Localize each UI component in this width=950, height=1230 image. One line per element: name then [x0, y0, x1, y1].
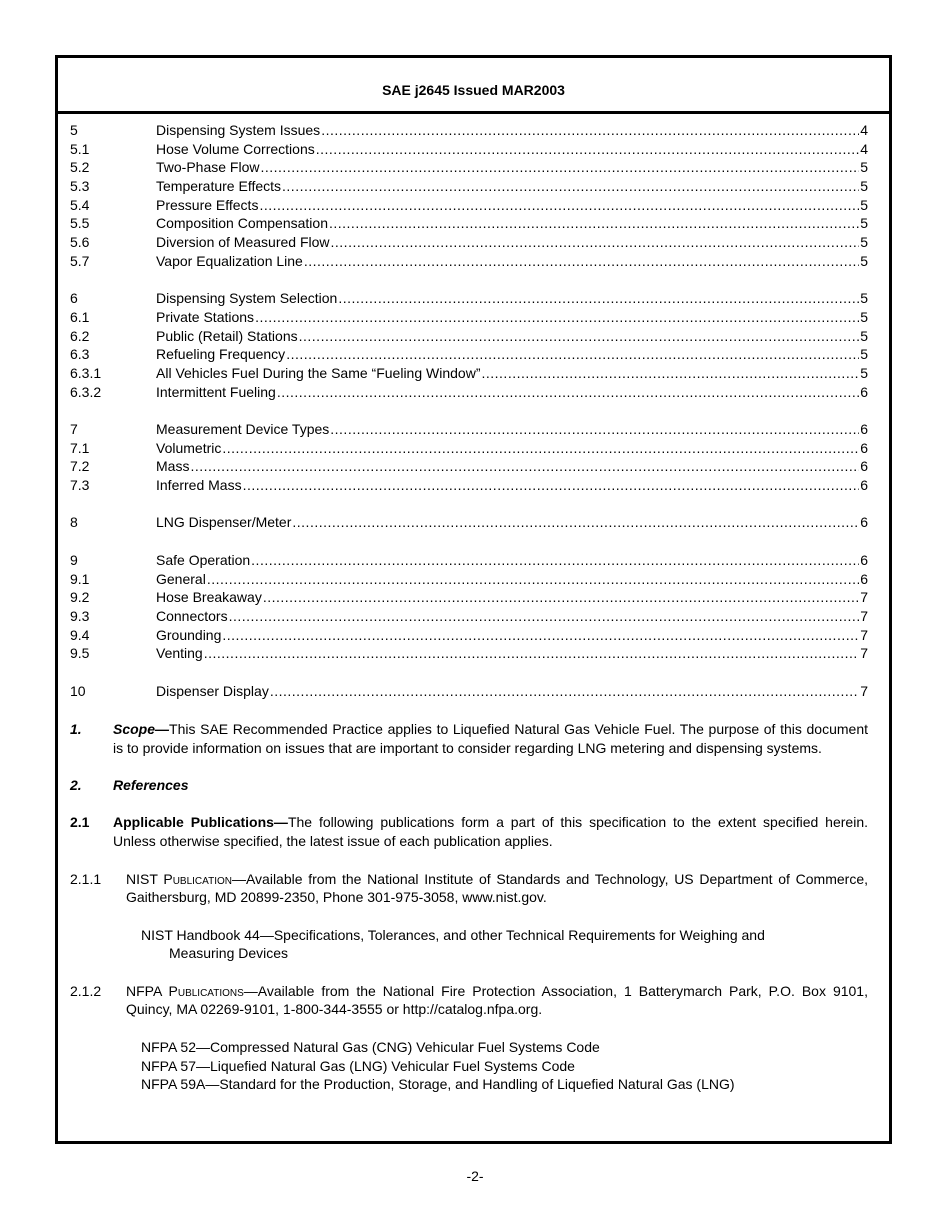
toc-entry [70, 384, 868, 403]
toc-leader [321, 122, 859, 138]
toc-number: 7.2 [70, 458, 90, 475]
toc-leader [222, 440, 859, 456]
toc-entry [70, 552, 868, 571]
toc-number: 9 [70, 551, 78, 568]
toc-page: 4 [860, 140, 868, 157]
toc-number: 6.1 [70, 308, 90, 325]
toc-number: 5 [70, 122, 78, 138]
toc-page: 5 [860, 308, 868, 325]
toc-leader [251, 552, 859, 568]
toc-title: Pressure Effects [156, 196, 259, 213]
toc-entry [70, 141, 868, 160]
toc-number: 6.3 [70, 346, 90, 363]
toc-number: 6 [70, 290, 78, 307]
toc-page: 5 [860, 364, 868, 381]
toc-number: 6.3.2 [70, 383, 102, 400]
toc-number: 5.5 [70, 215, 90, 232]
toc-entry [70, 197, 868, 216]
toc-entry [70, 589, 868, 608]
toc-leader [286, 346, 859, 362]
toc-title: Public (Retail) Stations [156, 327, 298, 344]
toc-title: Temperature Effects [156, 178, 282, 195]
toc-page: 4 [860, 122, 868, 138]
toc-leader [330, 421, 859, 437]
toc-page: 6 [860, 551, 868, 568]
toc-entry [70, 159, 868, 178]
section-text: —Available from the National Fire Protection Association, 1 Batterymarch Park, P.O. Box 9101, Quincy, MA 02269-9101, 1-800-344-3555 or http://catalog.nfpa.org. [126, 982, 868, 1018]
section-heading: NFPA Publications [126, 982, 244, 999]
toc-number: 5.1 [70, 140, 90, 157]
toc-number: 9.3 [70, 607, 90, 624]
toc-title: LNG Dispenser/Meter [156, 514, 292, 531]
toc-page: 7 [860, 626, 868, 643]
toc-entry [70, 215, 868, 234]
toc-leader [292, 514, 859, 530]
toc-leader [204, 645, 859, 661]
document-body [70, 122, 868, 1094]
toc-number: 7.3 [70, 477, 90, 494]
toc-title: General [156, 570, 206, 587]
toc-title: Connectors [156, 607, 228, 624]
toc-entry [70, 645, 868, 664]
section-text: —Available from the National Institute of Standards and Technology, US Department of Commerce, Gaithersburg, MD 20899-2350, Phone 301-975-3058, www.nist.gov. [126, 870, 868, 906]
reference-item: NFPA 52—Compressed Natural Gas (CNG) Vehicular Fuel Systems Code [141, 1038, 600, 1055]
section-applicable-publications [70, 813, 868, 850]
page-number: -2- [466, 1168, 484, 1184]
section-text: This SAE Recommended Practice applies to Liquefied Natural Gas Vehicle Fuel. The purpose of this document is to provide information on issues that are important to consider regarding LNG metering and dispensing systems. [113, 721, 868, 756]
toc-title: Dispensing System Selection [156, 290, 338, 307]
toc-page: 7 [860, 589, 868, 606]
toc-number: 5.2 [70, 159, 90, 176]
toc-title: Dispensing System Issues [156, 122, 321, 138]
toc-leader [229, 608, 860, 624]
toc-page: 5 [860, 178, 868, 195]
section-text: The following publications form a part of this specification to the extent specified herein. Unless otherwise specified, the latest issue of each publication applies. [113, 814, 868, 850]
toc-page: 5 [860, 159, 868, 176]
section-number: 2.1.2 [70, 982, 102, 999]
toc-leader [316, 141, 859, 157]
toc-page: 6 [860, 477, 868, 494]
reference-item [70, 926, 868, 963]
reference-title-continued: Measuring Devices [169, 945, 289, 962]
toc-leader [190, 458, 859, 474]
section-nfpa-publications [70, 982, 868, 1019]
toc-leader [329, 215, 859, 231]
toc-entry [70, 328, 868, 347]
section-number: 2. [70, 777, 82, 794]
toc-entry [70, 253, 868, 272]
toc-number: 9.5 [70, 645, 90, 662]
toc-entry [70, 365, 868, 384]
section-number: 1. [70, 721, 82, 737]
toc-number: 5.6 [70, 234, 90, 251]
toc-title: Intermittent Fueling [156, 383, 276, 400]
toc-page: 7 [860, 645, 868, 662]
toc-leader [338, 290, 859, 306]
toc-title: Volumetric [156, 439, 222, 456]
toc-title: Composition Compensation [156, 215, 328, 232]
page-frame [55, 55, 892, 1144]
toc-title: Hose Breakaway [156, 589, 262, 606]
toc-entry [70, 458, 868, 477]
toc-title: Inferred Mass [156, 477, 242, 494]
toc-page: 5 [860, 252, 868, 269]
toc-number: 7 [70, 421, 78, 437]
toc-page: 6 [860, 514, 868, 531]
toc-page: 5 [860, 346, 868, 363]
toc-entry [70, 290, 868, 309]
toc-title: Hose Volume Corrections [156, 140, 315, 157]
toc-leader [304, 253, 859, 269]
toc-leader [282, 178, 859, 194]
toc-title: Refueling Frequency [156, 346, 286, 363]
toc-title: Vapor Equalization Line [156, 252, 303, 269]
document-header [58, 58, 889, 114]
toc-leader [270, 683, 859, 699]
toc-number: 6.2 [70, 327, 90, 344]
toc-page: 6 [860, 458, 868, 475]
toc-page: 6 [860, 421, 868, 437]
table-of-contents [70, 122, 868, 701]
toc-title: All Vehicles Fuel During the Same “Fueling Window” [156, 364, 481, 381]
toc-leader [299, 328, 860, 344]
toc-number: 9.4 [70, 626, 90, 643]
toc-page: 6 [860, 439, 868, 456]
toc-page: 6 [860, 383, 868, 400]
toc-entry [70, 178, 868, 197]
toc-title: Grounding [156, 626, 222, 643]
section-references [70, 776, 868, 795]
toc-entry [70, 440, 868, 459]
toc-title: Private Stations [156, 308, 255, 325]
toc-leader [222, 627, 859, 643]
section-heading: Applicable Publications— [113, 814, 288, 831]
toc-number: 10 [70, 682, 86, 699]
toc-number: 5.7 [70, 252, 90, 269]
toc-page: 5 [860, 215, 868, 232]
toc-page: 5 [860, 196, 868, 213]
toc-entry [70, 309, 868, 328]
toc-title: Diversion of Measured Flow [156, 234, 330, 251]
toc-entry [70, 683, 868, 702]
toc-number: 5.4 [70, 196, 90, 213]
toc-leader [260, 159, 859, 175]
toc-page: 7 [860, 607, 868, 624]
toc-page: 5 [860, 290, 868, 307]
toc-leader [259, 197, 859, 213]
toc-number: 9.1 [70, 570, 90, 587]
toc-leader [207, 571, 859, 587]
toc-page: 6 [860, 570, 868, 587]
toc-number: 9.2 [70, 589, 90, 606]
toc-leader [243, 477, 860, 493]
toc-title: Mass [156, 458, 190, 475]
section-heading: Scope— [113, 721, 170, 737]
toc-entry [70, 608, 868, 627]
toc-entry [70, 477, 868, 496]
toc-title: Safe Operation [156, 551, 251, 568]
toc-leader [481, 365, 859, 381]
toc-number: 8 [70, 514, 78, 531]
toc-leader [277, 384, 859, 400]
section-number: 2.1 [70, 814, 90, 831]
section-number: 2.1.1 [70, 870, 102, 887]
toc-title: Measurement Device Types [156, 421, 330, 437]
toc-leader [331, 234, 860, 250]
toc-title: Dispenser Display [156, 682, 269, 699]
toc-number: 6.3.1 [70, 364, 102, 381]
toc-entry [70, 421, 868, 440]
toc-number: 7.1 [70, 439, 90, 456]
toc-page: 5 [860, 327, 868, 344]
reference-item: NFPA 59A—Standard for the Production, Storage, and Handling of Liquefied Natural Gas (LNG) [141, 1076, 735, 1093]
toc-entry [70, 514, 868, 533]
toc-page: 5 [860, 234, 868, 251]
toc-entry [70, 627, 868, 646]
document-title: SAE j2645 Issued MAR2003 [382, 81, 565, 98]
toc-entry [70, 234, 868, 253]
toc-entry [70, 346, 868, 365]
toc-page: 7 [860, 682, 868, 699]
section-scope [70, 720, 868, 757]
reference-item: NFPA 57—Liquefied Natural Gas (LNG) Vehicular Fuel Systems Code [141, 1057, 575, 1074]
toc-entry [70, 122, 868, 141]
toc-leader [255, 309, 859, 325]
toc-entry [70, 571, 868, 590]
reference-title: NIST Handbook 44—Specifications, Tolerances, and other Technical Requirements for Weighing and [141, 926, 765, 943]
toc-title: Two-Phase Flow [156, 159, 260, 176]
section-nist-publication [70, 870, 868, 907]
section-heading: References [113, 777, 189, 794]
toc-leader [263, 589, 859, 605]
toc-title: Venting [156, 645, 203, 662]
toc-number: 5.3 [70, 178, 90, 195]
section-heading: NIST Publication [126, 870, 232, 887]
